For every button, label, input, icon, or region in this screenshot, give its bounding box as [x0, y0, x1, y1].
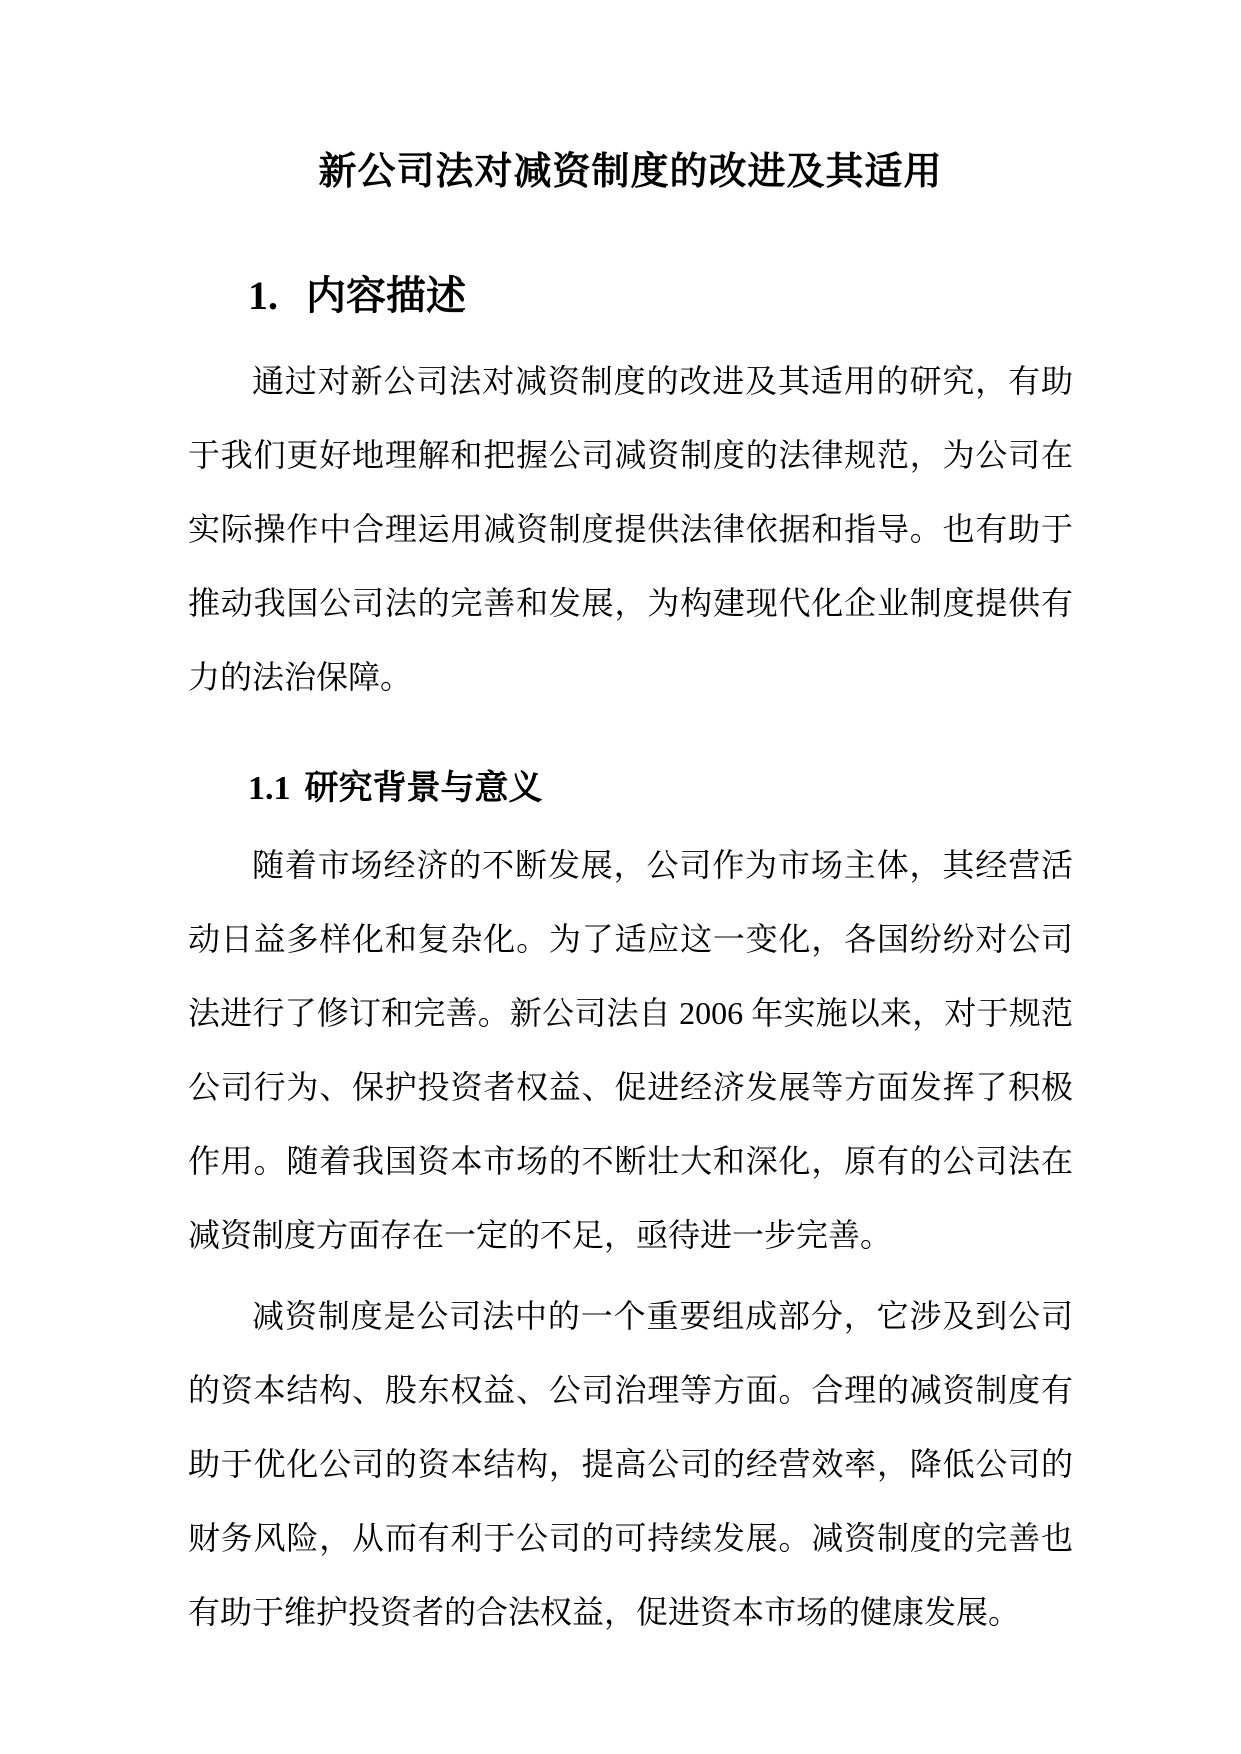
document-title: 新公司法对减资制度的改进及其适用	[318, 151, 943, 193]
section-heading-1-1-number: 1.1	[248, 770, 291, 807]
paragraph-2: 随着市场经济的不断发展，公司作为市场主体，其经营活动日益多样化和复杂化。为了适应这一变化，各国纷纷对公司法进行了修订和完善。新公司法自 2006 年实施以来，对于规范公司行为、保护投资者权益、促进经济发展等方面发挥了积极作用。随着我国资本市场的不断壮大和深化，原有的公司法在减资制度方面存在一定的不足，亟待进一步完善。	[188, 847, 1073, 1253]
section-heading-1-label: 内容描述	[306, 273, 466, 318]
section-heading-1-1	[188, 765, 1073, 813]
section-heading-1-number: 1.	[248, 273, 278, 318]
section-heading-1-1-label: 研究背景与意义	[304, 770, 543, 807]
paragraph-3: 减资制度是公司法中的一个重要组成部分，它涉及到公司的资本结构、股东权益、公司治理等方面。合理的减资制度有助于优化公司的资本结构，提高公司的经营效率，降低公司的财务风险，从而有利于公司的可持续发展。减资制度的完善也有助于维护投资者的合法权益，促进资本市场的健康发展。	[188, 1298, 1073, 1630]
paragraph-1: 通过对新公司法对减资制度的改进及其适用的研究，有助于我们更好地理解和把握公司减资制度的法律规范，为公司在实际操作中合理运用减资制度提供法律依据和指导。也有助于推动我国公司法的完善和发展，为构建现代化企业制度提供有力的法治保障。	[188, 363, 1073, 695]
section-heading-1	[188, 269, 1073, 323]
